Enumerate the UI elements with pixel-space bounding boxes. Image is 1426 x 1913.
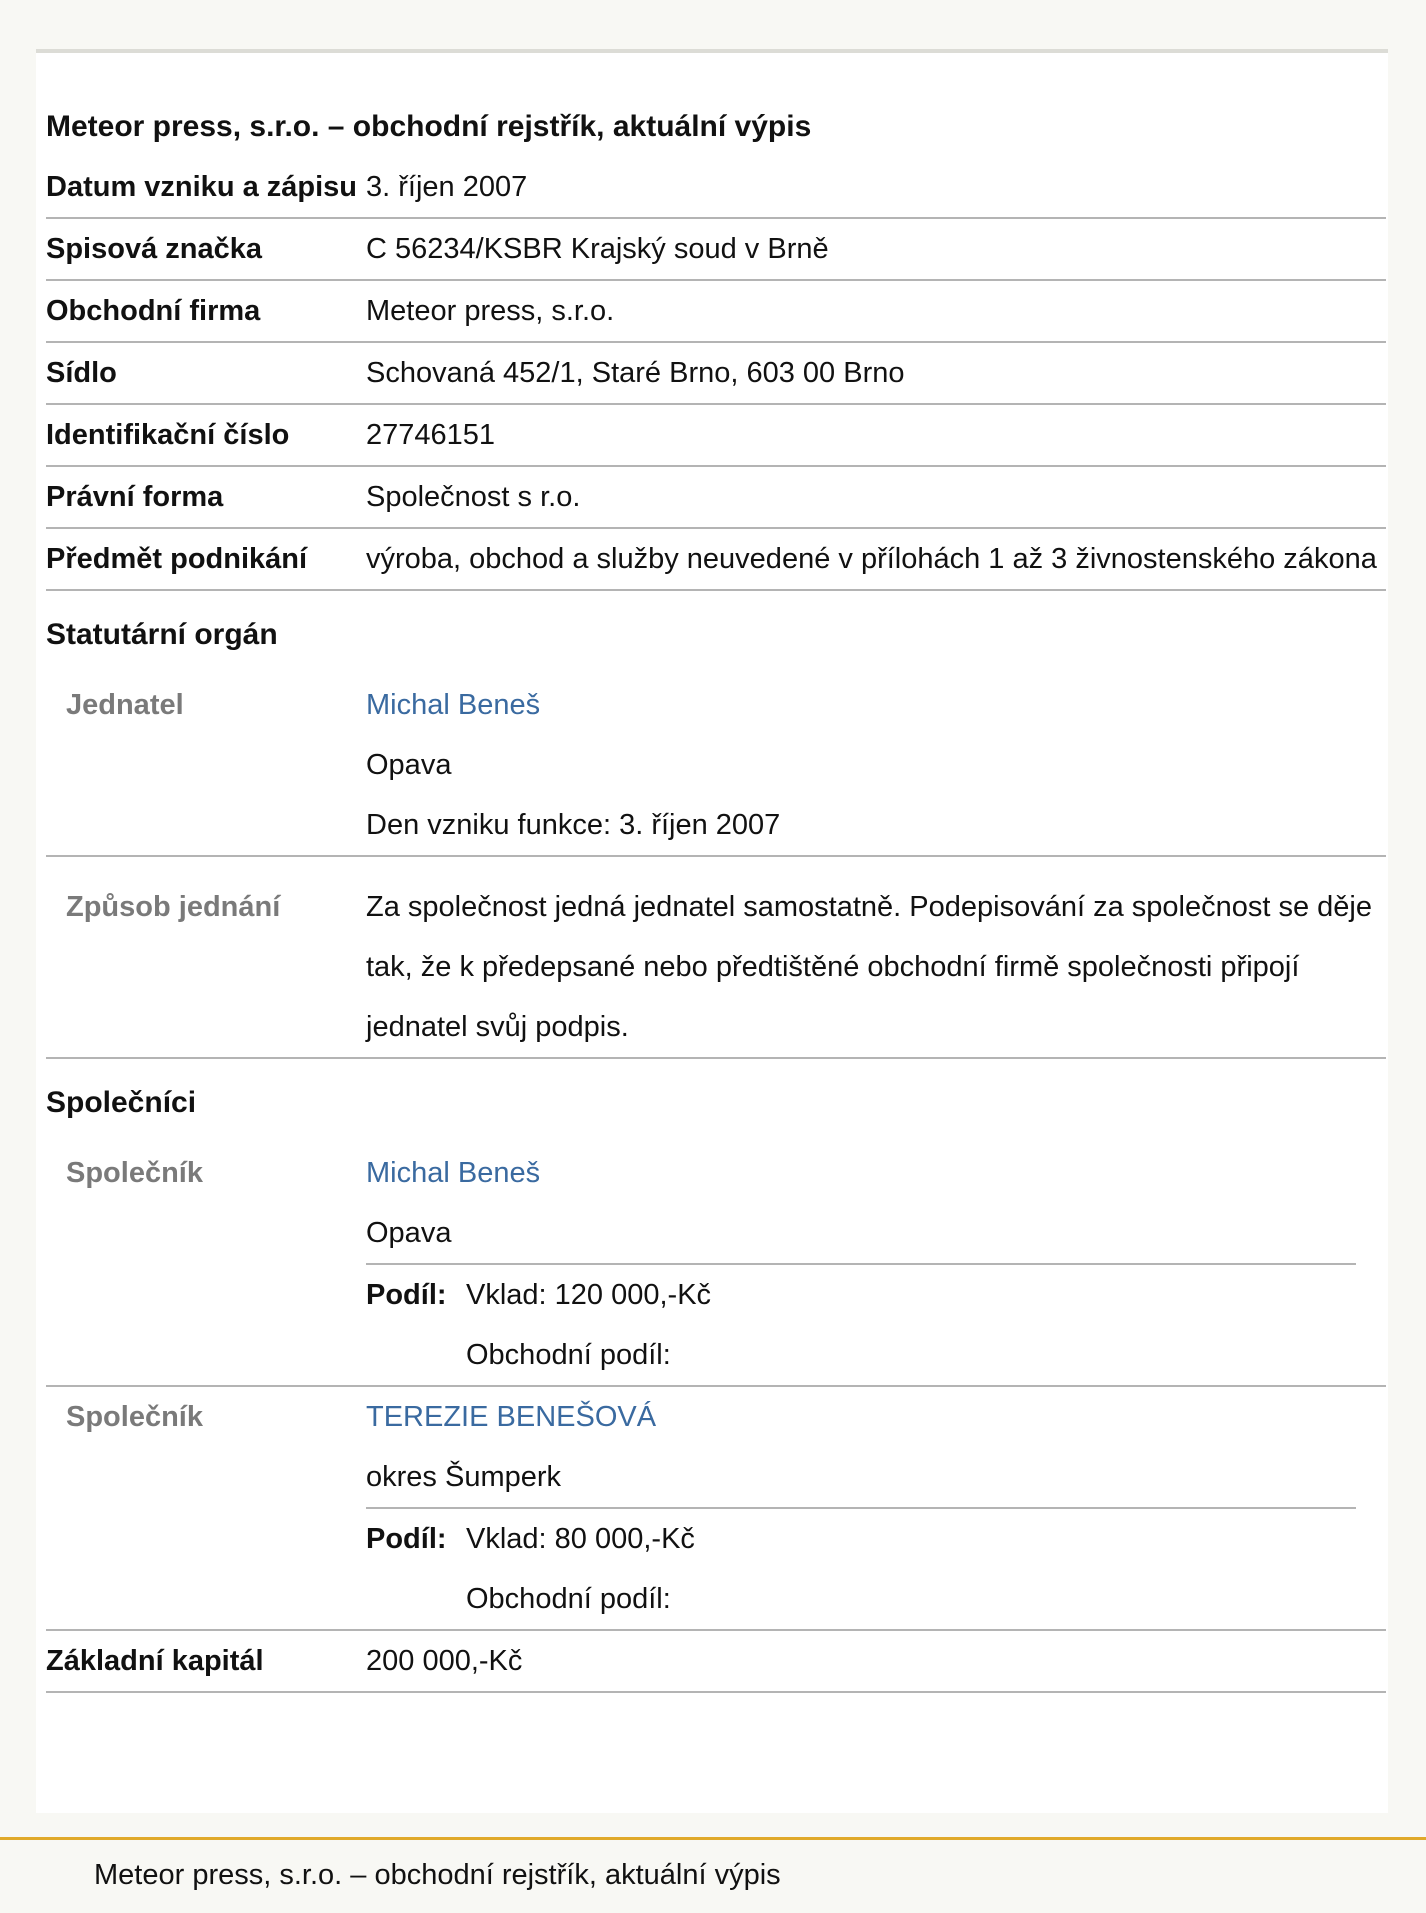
section-heading-statutarni: Statutární orgán <box>46 618 278 651</box>
podil-label: Podíl: <box>366 1279 447 1311</box>
row-label: Sídlo <box>46 357 117 389</box>
row-value: 27746151 <box>366 419 496 451</box>
row-datum-vzniku <box>46 157 1386 219</box>
vklad-value: Vklad: 80 000,-Kč <box>466 1523 695 1555</box>
row-obchodni-firma <box>46 281 1386 343</box>
row-value: Schovaná 452/1, Staré Brno, 603 00 Brno <box>366 357 905 389</box>
podil-label: Podíl: <box>366 1523 447 1555</box>
row-label: Společník <box>66 1401 203 1433</box>
row-zakladni-kapital <box>46 1631 1386 1693</box>
row-spisova-znacka <box>46 219 1386 281</box>
row-ico <box>46 405 1386 467</box>
person-link[interactable]: TEREZIE BENEŠOVÁ <box>366 1401 657 1433</box>
podil-block <box>366 1509 1386 1629</box>
row-label: Identifikační číslo <box>46 419 290 451</box>
person-link[interactable]: Michal Beneš <box>366 1157 541 1189</box>
person-place: Opava <box>366 1217 452 1249</box>
podil-block <box>366 1265 1386 1385</box>
function-since: Den vzniku funkce: 3. říjen 2007 <box>366 809 781 841</box>
footer-bar <box>0 1837 1426 1913</box>
person-city: Opava <box>366 749 452 781</box>
podil-values <box>466 1509 695 1629</box>
register-content <box>46 97 1386 1693</box>
row-spolecnik <box>46 1387 1386 1631</box>
person-link[interactable]: Michal Beneš <box>366 689 541 721</box>
row-label: Základní kapitál <box>46 1645 264 1677</box>
row-predmet-podnikani <box>46 529 1386 591</box>
row-value: výroba, obchod a služby neuvedené v přílohách 1 až 3 živnostenského zákona <box>366 543 1377 575</box>
page-title: Meteor press, s.r.o. – obchodní rejstřík, aktuální výpis <box>46 110 812 143</box>
obchodni-podil-value: Obchodní podíl: <box>466 1339 671 1371</box>
row-label: Společník <box>66 1157 203 1189</box>
row-label: Předmět podnikání <box>46 543 308 575</box>
row-label: Způsob jednání <box>66 891 281 923</box>
row-value: Společnost s r.o. <box>366 481 581 513</box>
obchodni-podil-value: Obchodní podíl: <box>466 1583 671 1615</box>
person-place: okres Šumperk <box>366 1461 562 1493</box>
footer-title: Meteor press, s.r.o. – obchodní rejstřík, aktuální výpis <box>94 1859 781 1891</box>
row-value: Za společnost jedná jednatel samostatně. Podepisování za společnost se děje tak, že k předepsané nebo předtištěné obchodní firmě společnosti připojí jednatel svůj podpis. <box>366 891 1372 1043</box>
row-zpusob-jednani <box>46 857 1386 1059</box>
register-card <box>36 49 1388 1813</box>
spolecnik-details <box>366 1387 1386 1629</box>
row-value: 3. říjen 2007 <box>366 171 528 203</box>
row-pravni-forma <box>46 467 1386 529</box>
section-heading-spolecnici: Společníci <box>46 1086 197 1119</box>
row-label: Jednatel <box>66 689 184 721</box>
row-label: Datum vzniku a zápisu <box>46 171 358 203</box>
row-label: Spisová značka <box>46 233 262 265</box>
row-value: Meteor press, s.r.o. <box>366 295 615 327</box>
row-label: Obchodní firma <box>46 295 261 327</box>
jednatel-details <box>366 675 1386 855</box>
row-value: C 56234/KSBR Krajský soud v Brně <box>366 233 829 265</box>
row-sidlo <box>46 343 1386 405</box>
row-label: Právní forma <box>46 481 224 513</box>
row-value: 200 000,-Kč <box>366 1645 523 1677</box>
row-jednatel <box>46 675 1386 857</box>
vklad-value: Vklad: 120 000,-Kč <box>466 1279 712 1311</box>
podil-values <box>466 1265 711 1385</box>
row-spolecnik <box>46 1143 1386 1387</box>
spolecnik-details <box>366 1143 1386 1385</box>
